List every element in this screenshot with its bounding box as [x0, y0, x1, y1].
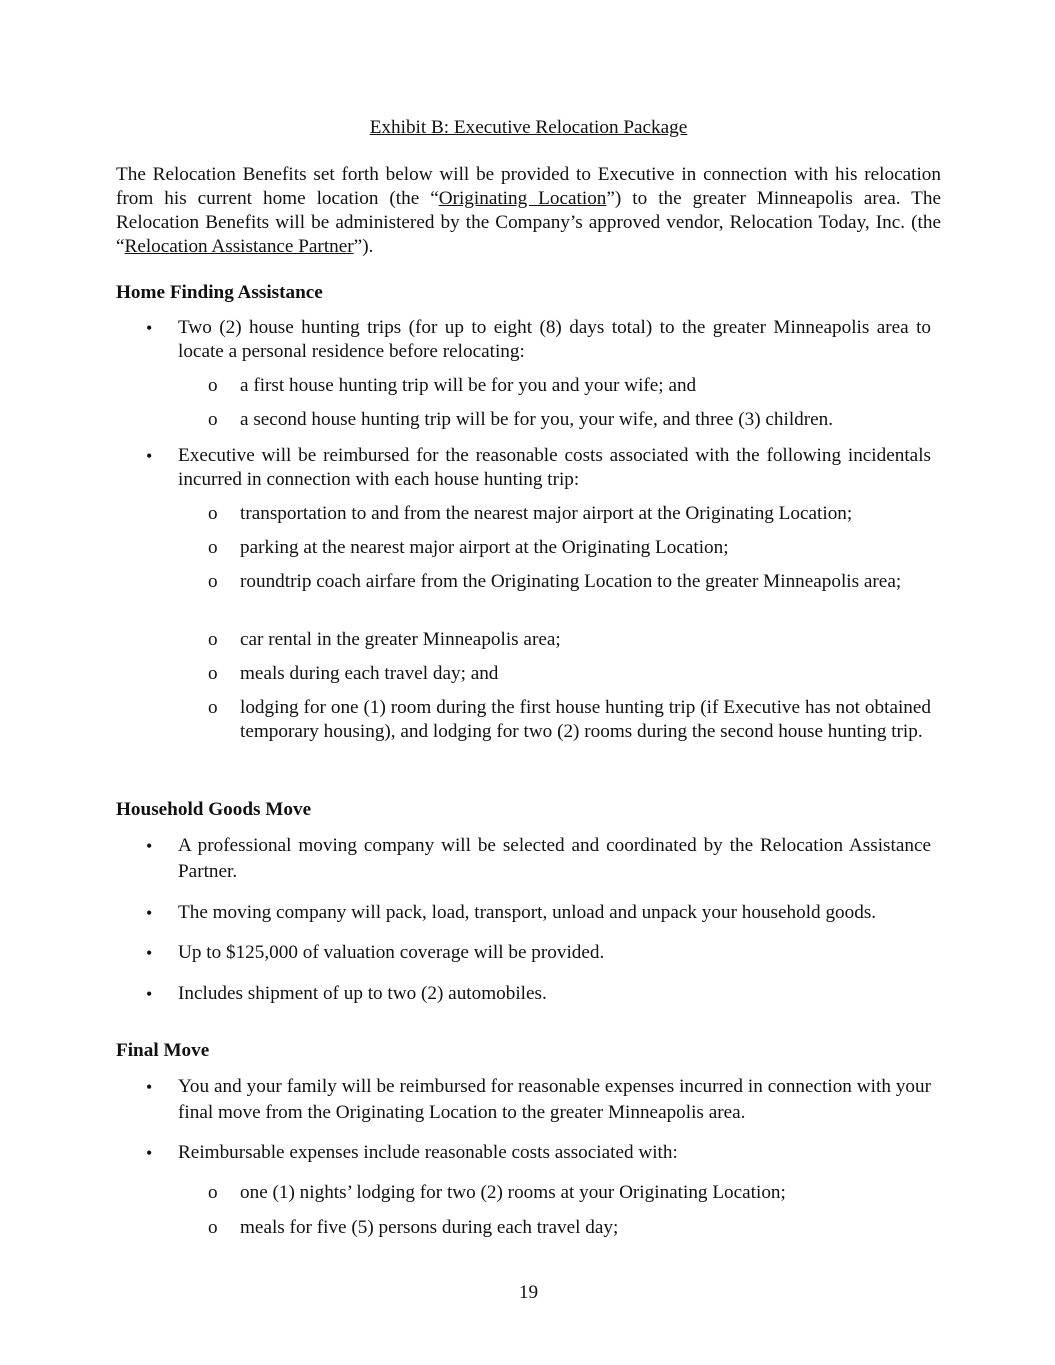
exhibit-title: Exhibit B: Executive Relocation Package	[369, 117, 688, 138]
list-item: • Executive will be reimbursed for the reasonable costs associated with the following incidentals incurred in connection with each house hunting trip:	[178, 444, 931, 492]
list-item: • Two (2) house hunting trips (for up to eight (8) days total) to the greater Minneapolis area to locate a personal residence before relocating:	[178, 316, 931, 364]
sub-list-item: o car rental in the greater Minneapolis area;	[240, 628, 931, 652]
intro-paragraph	[116, 163, 941, 259]
defined-term-originating-location: Originating Location	[438, 188, 607, 209]
sub-list-item: o transportation to and from the nearest major airport at the Originating Location;	[240, 502, 931, 526]
sub-list-item: o meals during each travel day; and	[240, 662, 931, 686]
sub-list-item: o roundtrip coach airfare from the Originating Location to the greater Minneapolis area;	[240, 570, 931, 594]
intro-text-3: ”).	[353, 236, 374, 257]
list-item: • Includes shipment of up to two (2) automobiles.	[178, 982, 931, 1006]
intro-text-1: The Relocation Benefits set forth below will be provided to Executive in connection with his relocation from his current home location (the “	[116, 164, 941, 209]
defined-term-relocation-assistance-partner: Relocation Assistance Partner	[124, 236, 354, 257]
list-item: • The moving company will pack, load, transport, unload and unpack your household goods.	[178, 901, 931, 925]
section-heading-home-finding: Home Finding Assistance	[116, 282, 323, 303]
document-page	[116, 0, 941, 1365]
list-item: • A professional moving company will be selected and coordinated by the Relocation Assistance Partner.	[178, 833, 931, 885]
list-item: • Reimbursable expenses include reasonable costs associated with:	[178, 1141, 931, 1165]
section-heading-household-goods: Household Goods Move	[116, 799, 312, 820]
page-number: 19	[518, 1282, 539, 1303]
section-heading-final-move: Final Move	[116, 1040, 210, 1061]
list-item: • Up to $125,000 of valuation coverage will be provided.	[178, 941, 931, 965]
sub-list-item: o a first house hunting trip will be for you and your wife; and	[240, 374, 931, 398]
intro-text-2: ”) to the greater Minneapolis area. The Relocation Benefits will be administered by the Company’s approved vendor, Relocation Today, Inc. (the “	[116, 188, 941, 257]
sub-list-item: o lodging for one (1) room during the first house hunting trip (if Executive has not obtained temporary housing), and lodging for two (2) rooms during the second house hunting trip.	[240, 696, 931, 744]
sub-list-item: o parking at the nearest major airport at the Originating Location;	[240, 536, 931, 560]
sub-list-item: o one (1) nights’ lodging for two (2) rooms at your Originating Location;	[240, 1181, 931, 1205]
sub-list-item: o meals for five (5) persons during each travel day;	[240, 1216, 931, 1240]
list-item: • You and your family will be reimbursed for reasonable expenses incurred in connection with your final move from the Originating Location to the greater Minneapolis area.	[178, 1074, 931, 1126]
sub-list-item: o a second house hunting trip will be for you, your wife, and three (3) children.	[240, 408, 931, 432]
